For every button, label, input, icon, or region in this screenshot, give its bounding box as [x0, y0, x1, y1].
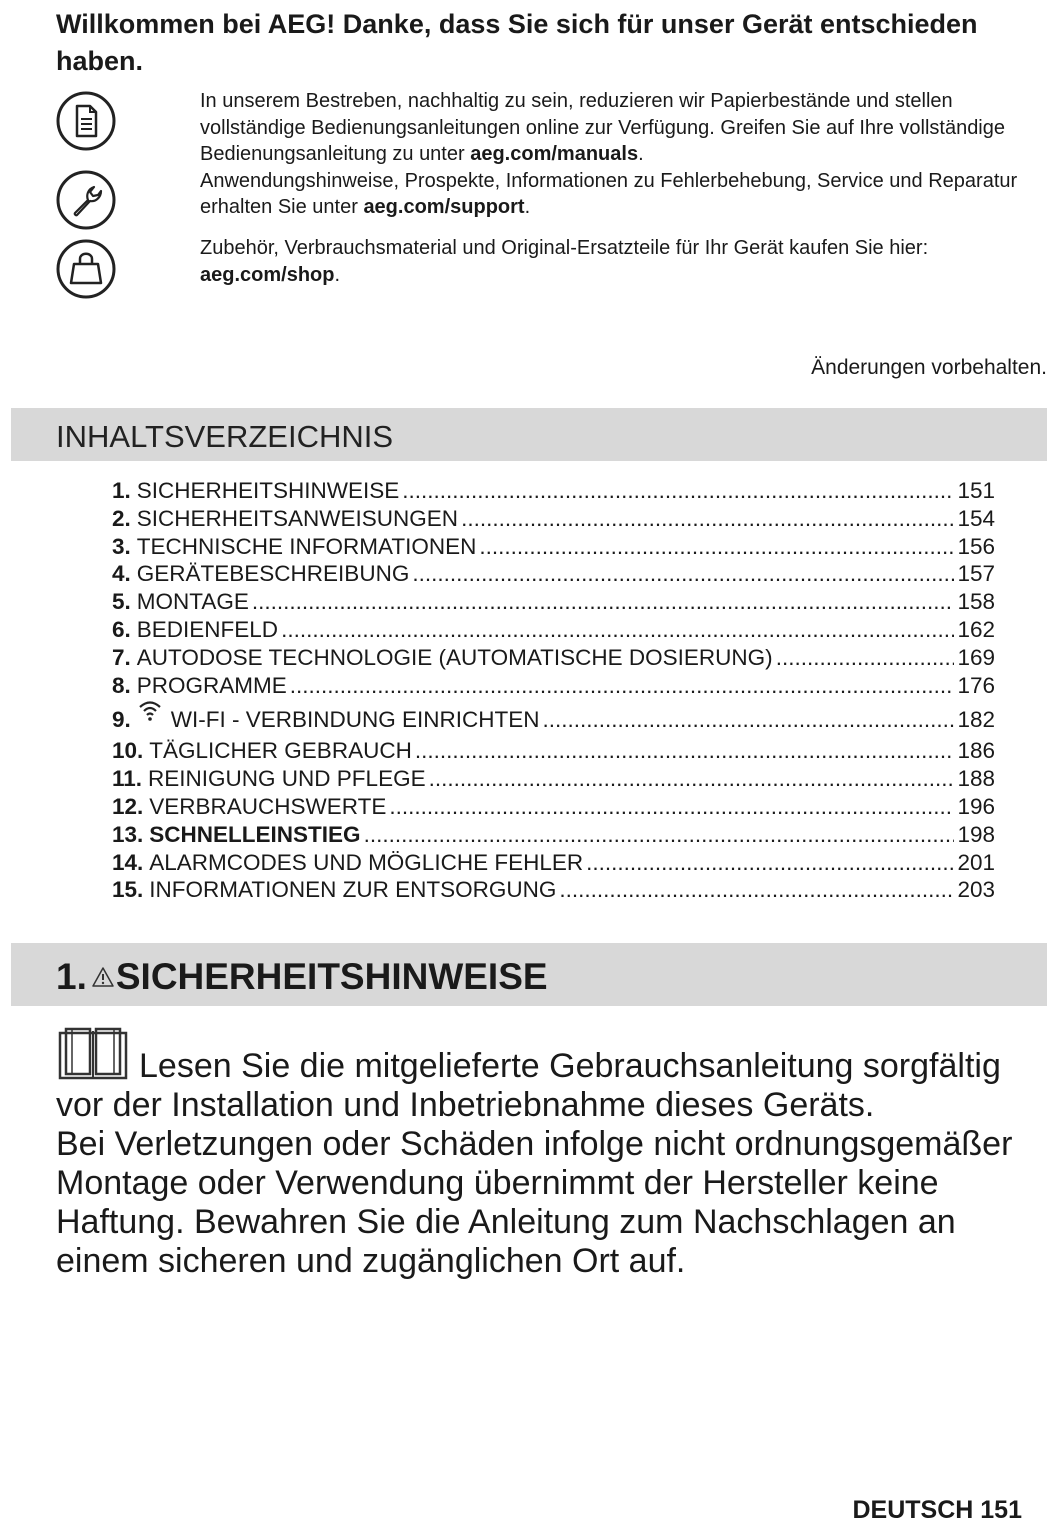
toc-item-title: BEDIENFELD — [136, 616, 279, 642]
toc-leader-dots — [429, 765, 955, 793]
toc-item-page: 203 — [957, 877, 995, 903]
section1-title: SICHERHEITSHINWEISE — [115, 956, 548, 997]
shop-link[interactable]: aeg.com/shop — [200, 263, 335, 286]
toc-item-title: REINIGUNG UND PFLEGE — [148, 766, 426, 792]
toc-leader-dots — [461, 505, 954, 533]
toc-item-page: 162 — [957, 616, 995, 642]
section1-body — [56, 1047, 1046, 1281]
toc-item-page: 157 — [957, 561, 995, 587]
shop-period: . — [334, 263, 341, 286]
manuals-period: . — [638, 143, 644, 165]
toc-heading: INHALTSVERZEICHNIS — [56, 419, 394, 454]
toc-item-title: INFORMATIONEN ZUR ENTSORGUNG — [149, 877, 557, 903]
toc-item-title: TECHNISCHE INFORMATIONEN — [136, 533, 477, 559]
toc-leader-dots — [415, 737, 955, 765]
toc-item-title: SCHNELLEINSTIEG — [149, 821, 361, 847]
manuals-text: In unserem Bestreben, nachhaltig zu sein, reduzieren wir Papierbestände und stellen vollständige Bedienungsanleitungen online zur Verfügung. Greifen Sie auf Ihre vollständige Bedienungsanleitung zu unter — [200, 90, 1005, 165]
toc-item-title: PROGRAMME — [136, 672, 287, 698]
toc-item[interactable] — [112, 616, 995, 644]
section1-number: 1. — [56, 956, 87, 997]
changes-note: Änderungen vorbehalten. — [811, 356, 1047, 379]
toc-item-page: 182 — [957, 707, 995, 733]
toc-leader-dots — [586, 849, 954, 877]
toc-leader-dots — [559, 876, 954, 904]
toc-item-page: 158 — [957, 589, 995, 615]
toc-item[interactable] — [112, 849, 995, 877]
toc-item[interactable] — [112, 765, 995, 793]
page-footer: DEUTSCH 151 — [852, 1496, 1022, 1524]
manuals-link[interactable]: aeg.com/manuals — [470, 143, 639, 165]
toc-item[interactable] — [112, 505, 995, 533]
toc-item-title: ALARMCODES UND MÖGLICHE FEHLER — [149, 849, 584, 875]
toc-item[interactable] — [112, 737, 995, 765]
toc-item[interactable] — [112, 533, 995, 561]
toc-item[interactable] — [112, 699, 995, 737]
toc-item-page: 169 — [957, 644, 995, 670]
shop-info — [200, 235, 1030, 288]
toc-item-page: 176 — [957, 672, 995, 698]
toc-item[interactable] — [112, 477, 995, 505]
wrench-icon — [55, 169, 117, 231]
toc-item[interactable] — [112, 672, 995, 700]
toc-item[interactable] — [112, 793, 995, 821]
toc-item-number: 12. — [112, 793, 144, 819]
toc-item-number: 1. — [112, 478, 131, 503]
shopping-bag-icon — [55, 238, 117, 300]
toc-item[interactable] — [112, 588, 995, 616]
toc-item[interactable] — [112, 644, 995, 672]
toc-item-page: 156 — [957, 533, 995, 559]
toc-item-title: MONTAGE — [136, 589, 249, 615]
toc-item-number: 14. — [112, 849, 144, 875]
toc-item-number: 2. — [112, 505, 131, 531]
toc-item-title: WI-FI - VERBINDUNG EINRICHTEN — [170, 707, 540, 733]
toc-item[interactable] — [112, 821, 995, 849]
section1-paragraph-1: Lesen Sie die mitgelieferte Gebrauchsanleitung sorgfältig vor der Installation und Inbetriebnahme dieses Geräts. — [56, 1047, 1001, 1124]
toc-leader-dots — [252, 588, 955, 616]
toc-item-page: 196 — [957, 793, 995, 819]
toc-leader-dots — [364, 821, 955, 849]
toc-leader-dots — [543, 703, 955, 737]
toc-item-title: SICHERHEITSHINWEISE — [136, 478, 400, 503]
toc-item-page: 198 — [957, 821, 995, 847]
shop-text: Zubehör, Verbrauchsmaterial und Original-Ersatzteile für Ihr Gerät kaufen Sie hier: — [200, 237, 929, 259]
support-period: . — [524, 196, 531, 218]
manuals-info — [200, 88, 1045, 221]
toc-item-page: 154 — [957, 505, 995, 531]
toc-leader-dots — [389, 793, 954, 821]
toc-item-number: 11. — [112, 766, 143, 792]
toc-leader-dots — [412, 560, 954, 588]
toc-item-title: SICHERHEITSANWEISUNGEN — [136, 505, 459, 531]
toc-item[interactable] — [112, 876, 995, 904]
toc-item-number: 10. — [112, 738, 144, 764]
toc-item-page: 186 — [957, 738, 995, 764]
toc-item-page: 201 — [957, 849, 995, 875]
toc-leader-dots — [281, 616, 954, 644]
toc-item-number: 15. — [112, 877, 144, 903]
section1-paragraph-2: Bei Verletzungen oder Schäden infolge nicht ordnungsgemäßer Montage oder Verwendung übernimmt der Hersteller keine Haftung. Bewahren Sie die Anleitung zum Nachschlagen an einem sicheren und zugänglichen Ort auf. — [56, 1125, 1013, 1280]
warning-icon — [91, 965, 115, 989]
toc-item-title: TÄGLICHER GEBRAUCH — [149, 738, 412, 764]
welcome-title: Willkommen bei AEG! Danke, dass Sie sich für unser Gerät entschieden haben. — [56, 9, 978, 76]
toc-list — [112, 477, 995, 904]
toc-item-page: 151 — [957, 478, 995, 503]
toc-item-number: 7. — [112, 644, 131, 670]
toc-leader-dots — [402, 477, 954, 505]
toc-item-number: 6. — [112, 616, 131, 642]
toc-item-number: 13. — [112, 821, 144, 847]
toc-item-number: 9. — [112, 707, 131, 733]
section1-heading — [56, 955, 548, 999]
toc-item-number: 3. — [112, 533, 131, 559]
toc-leader-dots — [290, 672, 955, 700]
toc-leader-dots — [479, 533, 954, 561]
toc-leader-dots — [776, 644, 955, 672]
wifi-icon — [137, 699, 163, 727]
toc-item-title: AUTODOSE TECHNOLOGIE (AUTOMATISCHE DOSIERUNG) — [136, 644, 773, 670]
support-link[interactable]: aeg.com/support — [363, 196, 525, 218]
toc-item-page: 188 — [957, 766, 995, 792]
document-icon — [55, 90, 117, 152]
toc-item[interactable] — [112, 560, 995, 588]
support-text: Anwendungshinweise, Prospekte, Informationen zu Fehlerbehebung, Service und Reparatur erhalten Sie unter — [200, 169, 1018, 218]
toc-item-number: 5. — [112, 589, 131, 615]
toc-item-number: 4. — [112, 561, 131, 587]
toc-item-title: GERÄTEBESCHREIBUNG — [136, 561, 410, 587]
toc-item-title: VERBRAUCHSWERTE — [149, 793, 387, 819]
toc-item-number: 8. — [112, 672, 131, 698]
